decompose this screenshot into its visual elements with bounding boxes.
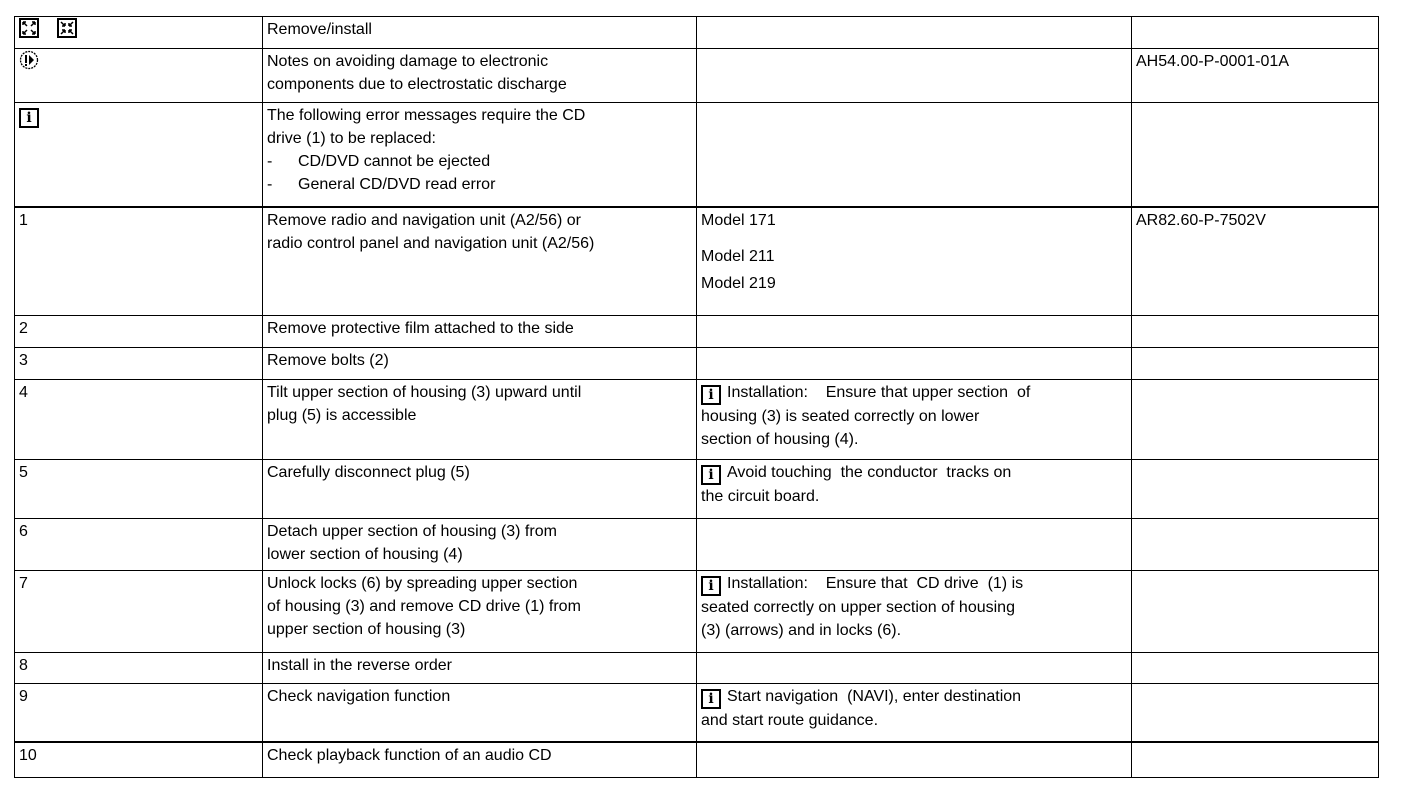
table-row: [15, 460, 1379, 519]
table-row: [15, 103, 1379, 207]
table-row: [15, 316, 1379, 348]
info-icon: i: [701, 465, 721, 485]
text-line: Remove protective film attached to the side: [267, 320, 574, 337]
table-row: [15, 17, 1379, 49]
table-row: [15, 348, 1379, 380]
table-row: [15, 49, 1379, 103]
step-number: 3: [15, 348, 263, 380]
note-line: (3) (arrows) and in locks (6).: [701, 622, 902, 639]
text-line: Remove bolts (2): [267, 352, 389, 369]
text-line: Carefully disconnect plug (5): [267, 464, 470, 481]
note-line: and start route guidance.: [701, 712, 879, 729]
info-icon: i: [701, 385, 721, 405]
procedure-table: [14, 16, 1379, 778]
text-line: upper section of housing (3): [267, 621, 466, 638]
model-item: Model 211: [701, 247, 775, 265]
table-row: [15, 207, 1379, 316]
text-line: plug (5) is accessible: [267, 407, 417, 424]
text-line: Check playback function of an audio CD: [267, 746, 552, 764]
text-line: drive (1) to be replaced:: [267, 130, 436, 147]
note-line: the circuit board.: [701, 488, 820, 505]
text-line: lower section of housing (4): [267, 546, 463, 563]
step-number: 1: [15, 207, 263, 316]
info-icon: i: [19, 108, 39, 128]
step-number: 8: [15, 653, 263, 684]
text-line: of housing (3) and remove CD drive (1) from: [267, 598, 581, 615]
step-number: 10: [15, 742, 263, 778]
note-line: i Start navigation (NAVI), enter destination: [701, 685, 1127, 709]
note-line: i Installation: Ensure that CD drive (1) is: [701, 572, 1127, 596]
reference-doc[interactable]: AR82.60-P-7502V: [1132, 207, 1379, 316]
step-number: 4: [15, 380, 263, 460]
note-line: i Avoid touching the conductor tracks on: [701, 461, 1127, 485]
text-line: Unlock locks (6) by spreading upper section: [267, 575, 578, 592]
info-icon: i: [701, 689, 721, 709]
table-row: [15, 519, 1379, 571]
text-line: Remove radio and navigation unit (A2/56) or: [267, 211, 581, 229]
step-number: 9: [15, 684, 263, 742]
step-number: 6: [15, 519, 263, 571]
step-text: Remove/install: [263, 17, 697, 49]
text-line: Install in the reverse order: [267, 657, 452, 674]
bullet-item: - CD/DVD cannot be ejected: [267, 153, 491, 170]
text-line: components due to electrostatic discharge: [267, 76, 567, 93]
note-line: seated correctly on upper section of housing: [701, 599, 1015, 616]
step-number: 7: [15, 571, 263, 653]
step-number: 5: [15, 460, 263, 519]
text-line: Tilt upper section of housing (3) upward until: [267, 384, 582, 401]
text-line: The following error messages require the CD: [267, 107, 586, 124]
install-icon: [57, 18, 77, 38]
text-line: Check navigation function: [267, 688, 451, 705]
info-icon: i: [701, 576, 721, 596]
table-row: [15, 684, 1379, 742]
step-number: 2: [15, 316, 263, 348]
reference-doc[interactable]: AH54.00-P-0001-01A: [1132, 49, 1379, 103]
text-line: Notes on avoiding damage to electronic: [267, 53, 549, 70]
table-row: [15, 380, 1379, 460]
icon-cell: [15, 17, 263, 49]
text-line: Detach upper section of housing (3) from: [267, 523, 557, 540]
bullet-item: - General CD/DVD read error: [267, 176, 496, 193]
note-line: housing (3) is seated correctly on lower: [701, 408, 980, 425]
note-line: section of housing (4).: [701, 431, 859, 448]
table-row: [15, 742, 1379, 778]
text-line: radio control panel and navigation unit (A2/56): [267, 234, 595, 252]
note-line: i Installation: Ensure that upper section of: [701, 381, 1127, 405]
model-item: Model 171: [701, 211, 776, 229]
remove-icon: [19, 18, 39, 38]
table-row: [15, 653, 1379, 684]
table-row: [15, 571, 1379, 653]
esd-warning-icon: [19, 50, 39, 70]
model-item: Model 219: [701, 274, 776, 292]
